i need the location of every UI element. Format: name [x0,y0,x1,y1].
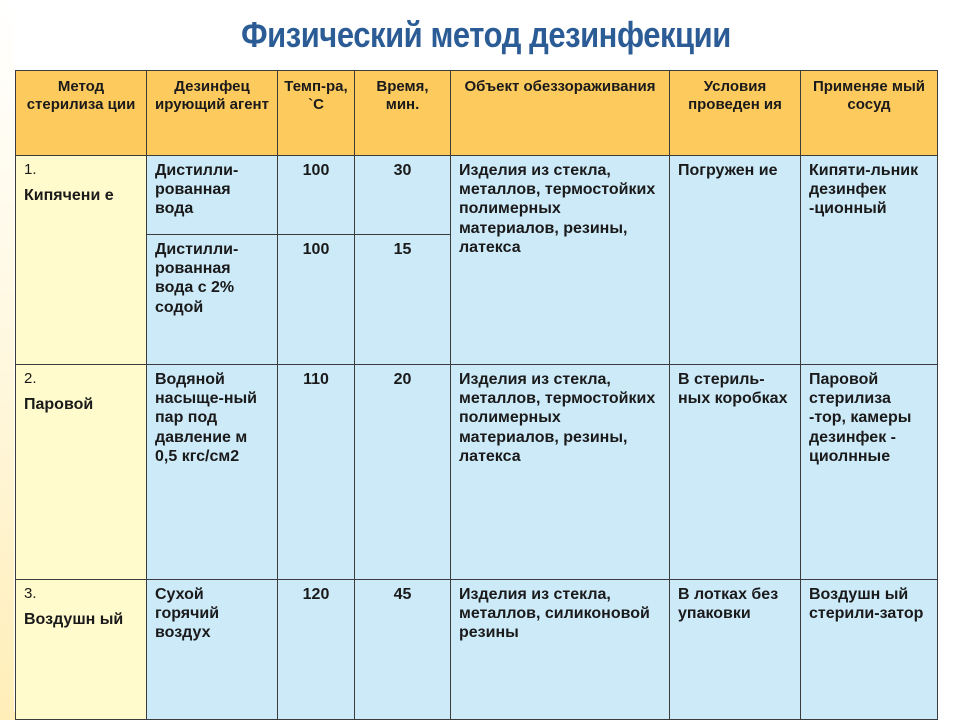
method-number: 3. [24,585,37,602]
agent-cell: Сухой горячий воздух [147,580,278,720]
conditions-cell: Погружен ие [670,156,801,365]
conditions-cell: В лотках без упаковки [670,580,801,720]
time-cell: 45 [355,580,451,720]
header-vessel: Применяе мый сосуд [801,71,938,156]
object-cell: Изделия из стекла, металлов, термостойких полимерных материалов, резины, латекса [451,365,670,580]
method-name: Паровой [24,396,94,413]
method-number: 2. [24,370,37,387]
vessel-cell: Паровой стерилиза -тор, камеры дезинфек - циолнные [801,365,938,580]
time-cell: 30 [355,156,451,235]
header-object: Объект обеззораживания [451,71,670,156]
agent-cell: Водяной насыще-ный пар под давление м 0,5 кгс/см2 [147,365,278,580]
method-name: Кипячени е [24,187,114,204]
header-method: Метод стерилиза ции [16,71,147,156]
conditions-cell: В стериль-ных коробках [670,365,801,580]
time-cell: 20 [355,365,451,580]
object-cell: Изделия из стекла, металлов, термостойких полимерных материалов, резины, латекса [451,156,670,365]
temperature-cell: 100 [278,235,355,365]
header-time: Время, мин. [355,71,451,156]
method-cell [16,580,147,720]
temperature-cell: 110 [278,365,355,580]
agent-cell: Дистилли-рованная вода с 2% содой [147,235,278,365]
header-conditions: Условия проведен ия [670,71,801,156]
vessel-cell: Воздушн ый стерили-затор [801,580,938,720]
table-row [16,580,938,720]
method-cell [16,156,147,365]
disinfection-table [15,70,938,720]
header-row [16,71,938,156]
method-cell [16,365,147,580]
temperature-cell: 120 [278,580,355,720]
object-cell: Изделия из стекла, металлов, силиконовой резины [451,580,670,720]
temperature-cell: 100 [278,156,355,235]
background-gradient-left [0,0,14,720]
header-agent: Дезинфец ирующий агент [147,71,278,156]
table-row [16,365,938,580]
header-temperature: Темп-ра, `С [278,71,355,156]
time-cell: 15 [355,235,451,365]
table-row [16,156,938,235]
agent-cell: Дистилли-рованная вода [147,156,278,235]
method-number: 1. [24,161,37,178]
method-name: Воздушн ый [24,611,124,628]
page-title: Физический метод дезинфекции [241,14,731,55]
vessel-cell: Кипяти-льник дезинфек -ционный [801,156,938,365]
